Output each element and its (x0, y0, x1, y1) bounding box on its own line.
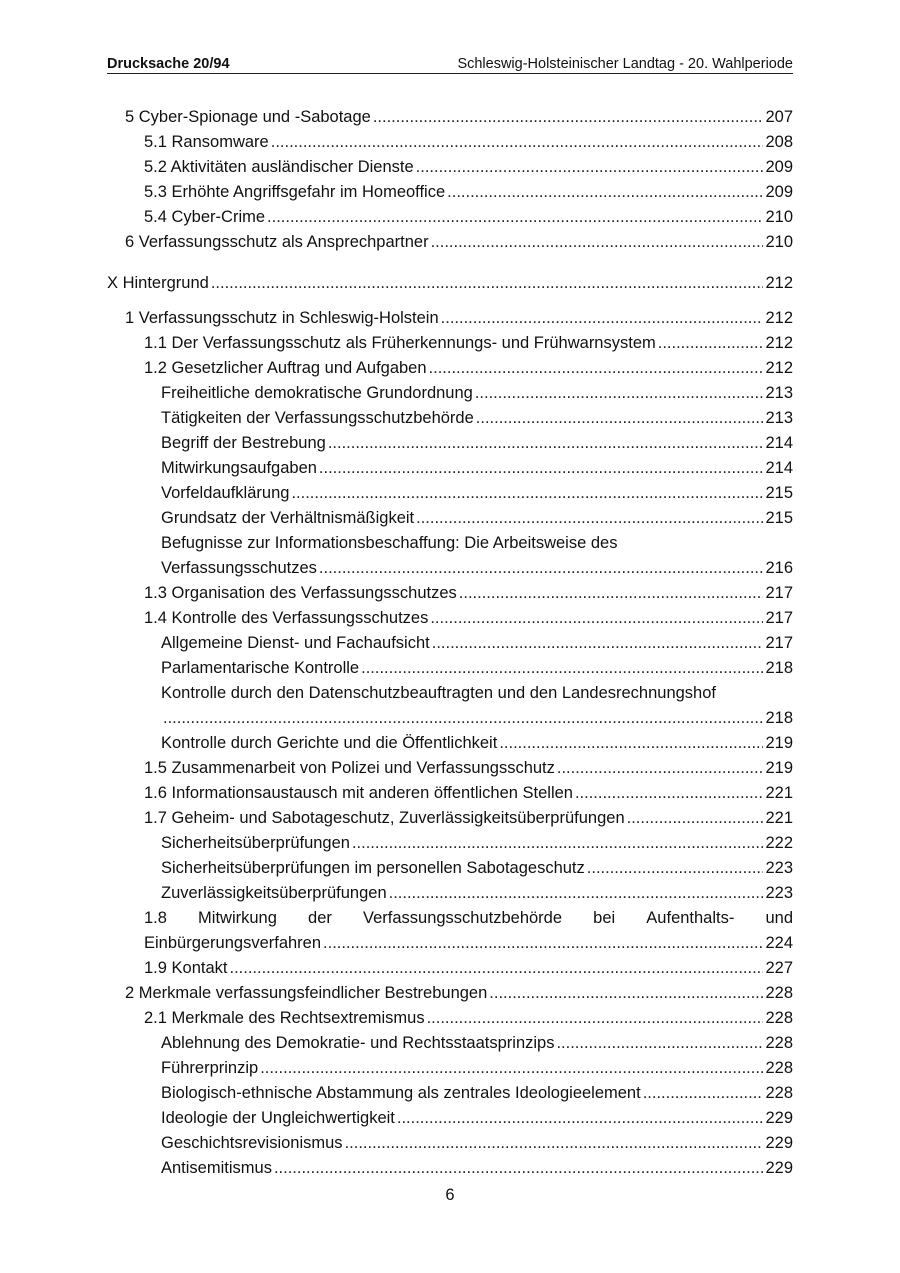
toc-entry-page: 212 (765, 359, 793, 377)
toc-entry-title: 5.1 Ransomware (144, 133, 269, 151)
toc-entry-page: 222 (765, 834, 793, 852)
toc-entry-title: Ideologie der Ungleichwertigkeit (161, 1109, 395, 1127)
toc-entry-title: 1.5 Zusammenarbeit von Polizei und Verfassungsschutz (144, 759, 555, 777)
toc-entry[interactable] (107, 531, 793, 556)
toc-leader (627, 806, 764, 831)
toc-entry[interactable] (107, 105, 793, 130)
toc-leader (319, 556, 764, 581)
toc-entry[interactable] (107, 931, 793, 956)
toc-entry-title: 5 Cyber-Spionage und -Sabotage (125, 108, 371, 126)
toc-leader (431, 230, 764, 255)
toc-entry-title: Grundsatz der Verhältnismäßigkeit (161, 509, 415, 527)
toc-entry-title: Sicherheitsüberprüfungen im personellen Sabotageschutz (161, 859, 585, 877)
toc-entry-title: Kontrolle durch den Datenschutzbeauftragten und den Landesrechnungshof (161, 684, 716, 702)
toc-entry-title: Führerprinzip (161, 1059, 259, 1077)
toc-entry-page: 228 (765, 1009, 793, 1027)
toc-entry-page: 218 (765, 709, 793, 727)
toc-entry[interactable] (107, 506, 793, 531)
toc-leader (373, 105, 764, 130)
toc-word: der (308, 909, 332, 927)
toc-entry-page: 215 (765, 484, 793, 502)
page-header (107, 55, 793, 74)
toc-entry-page: 223 (765, 859, 793, 877)
toc-entry-title: Geschichtsrevisionismus (161, 1134, 343, 1152)
toc-entry-title: Befugnisse zur Informationsbeschaffung: Die Arbeitsweise des (161, 534, 618, 552)
toc-entry-title: Ablehnung des Demokratie- und Rechtsstaatsprinzips (161, 1034, 555, 1052)
header-title: Schleswig-Holsteinischer Landtag - 20. Wahlperiode (457, 56, 793, 72)
toc-entry-page: 214 (765, 434, 793, 452)
toc-entry-title: Freiheitliche demokratische Grundordnung (161, 384, 473, 402)
toc-entry[interactable] (107, 606, 793, 631)
toc-leader (319, 456, 764, 481)
toc-entry[interactable] (107, 581, 793, 606)
toc-entry-title: Vorfeldaufklärung (161, 484, 290, 502)
toc-leader (427, 1006, 764, 1031)
toc-entry-title: Antisemitismus (161, 1159, 272, 1177)
toc-leader (416, 506, 763, 531)
toc-word: Mitwirkung (198, 909, 277, 927)
toc-entry-title: 5.2 Aktivitäten ausländischer Dienste (144, 158, 414, 176)
toc-entry-page: 213 (765, 409, 793, 427)
toc-leader (163, 706, 763, 731)
toc-entry[interactable] (107, 856, 793, 881)
toc-entry-title: 2.1 Merkmale des Rechtsextremismus (144, 1009, 425, 1027)
toc-leader (229, 956, 763, 981)
toc-entry[interactable] (107, 381, 793, 406)
toc-entry-title: 1.2 Gesetzlicher Auftrag und Aufgaben (144, 359, 427, 377)
toc-leader (291, 481, 763, 506)
toc-entry[interactable] (107, 906, 793, 931)
toc-entry-title: 5.3 Erhöhte Angriffsgefahr im Homeoffice (144, 183, 446, 201)
toc-entry-page: 217 (765, 609, 793, 627)
document-number: Drucksache 20/94 (107, 56, 230, 72)
toc-entry-page: 208 (765, 133, 793, 151)
toc-word: 1.8 (144, 909, 167, 927)
toc-leader (389, 881, 764, 906)
toc-entry[interactable] (107, 956, 793, 981)
toc-entry[interactable] (107, 1006, 793, 1031)
toc-entry-title: Begriff der Bestrebung (161, 434, 326, 452)
toc-entry-title: Kontrolle durch Gerichte und die Öffentlichkeit (161, 734, 498, 752)
toc-entry-page: 228 (765, 984, 793, 1002)
toc-entry[interactable] (107, 1106, 793, 1131)
toc-entry[interactable] (107, 881, 793, 906)
toc-entry-page: 228 (765, 1059, 793, 1077)
toc-entry-page: 223 (765, 884, 793, 902)
toc-entry-title: 1.9 Kontakt (144, 959, 228, 977)
toc-entry-title: Sicherheitsüberprüfungen (161, 834, 350, 852)
toc-entry-page: 210 (765, 233, 793, 251)
toc-leader (447, 180, 763, 205)
toc-entry-title-justified (144, 906, 793, 931)
toc-leader (441, 306, 764, 331)
toc-leader (397, 1106, 764, 1131)
toc-leader (345, 1131, 764, 1156)
toc-entry-page: 229 (765, 1159, 793, 1177)
toc-leader (556, 1031, 763, 1056)
toc-entry-title: 2 Merkmale verfassungsfeindlicher Bestrebungen (125, 984, 488, 1002)
toc-entry-title: 5.4 Cyber-Crime (144, 208, 266, 226)
toc-word: und (765, 909, 793, 927)
toc-entry-page: 229 (765, 1109, 793, 1127)
toc-entry-title: Parlamentarische Kontrolle (161, 659, 360, 677)
toc-entry-page: 212 (765, 334, 793, 352)
toc-entry-title: Zuverlässigkeitsüberprüfungen (161, 884, 387, 902)
toc-entry-title: 1.4 Kontrolle des Verfassungsschutzes (144, 609, 429, 627)
toc-entry-title: 6 Verfassungsschutz als Ansprechpartner (125, 233, 429, 251)
toc-entry-title: Allgemeine Dienst- und Fachaufsicht (161, 634, 430, 652)
toc-entry-page: 219 (765, 759, 793, 777)
toc-entry[interactable] (107, 230, 793, 255)
toc-entry-page: 216 (765, 559, 793, 577)
toc-entry-title: Mitwirkungsaufgaben (161, 459, 317, 477)
toc-entry-title: X Hintergrund (107, 274, 209, 292)
toc-entry[interactable] (107, 155, 793, 180)
toc-entry-title: Biologisch-ethnische Abstammung als zentrales Ideologieelement (161, 1084, 641, 1102)
toc-word: bei (593, 909, 616, 927)
toc-entry-page: 218 (765, 659, 793, 677)
toc-leader (459, 581, 764, 606)
toc-entry-page: 210 (765, 208, 793, 226)
toc-leader (416, 155, 764, 180)
toc-leader (658, 331, 764, 356)
toc-leader (489, 981, 763, 1006)
toc-leader (211, 271, 764, 296)
toc-entry[interactable] (107, 631, 793, 656)
toc-entry[interactable] (107, 731, 793, 756)
toc-entry-title: 1.3 Organisation des Verfassungsschutzes (144, 584, 457, 602)
toc-entry[interactable] (107, 356, 793, 381)
toc-entry[interactable] (107, 656, 793, 681)
toc-leader (475, 381, 764, 406)
toc-entry[interactable] (107, 981, 793, 1006)
toc-leader (352, 831, 764, 856)
toc-leader (429, 356, 764, 381)
toc-entry[interactable] (107, 406, 793, 431)
toc-leader (432, 631, 764, 656)
toc-entry[interactable] (107, 205, 793, 230)
toc-entry-page: 221 (765, 809, 793, 827)
toc-entry-page: 229 (765, 1134, 793, 1152)
toc-leader (267, 205, 763, 230)
toc-entry-page: 215 (765, 509, 793, 527)
toc-entry-page: 212 (765, 309, 793, 327)
toc-entry-page: 224 (765, 934, 793, 952)
toc-entry-title: 1 Verfassungsschutz in Schleswig-Holstein (125, 309, 439, 327)
toc-entry-page: 217 (765, 634, 793, 652)
toc-entry[interactable] (107, 130, 793, 155)
toc-entry-title: Verfassungsschutzes (161, 559, 317, 577)
toc-leader (430, 606, 763, 631)
toc-entry-page: 221 (765, 784, 793, 802)
toc-entry[interactable] (107, 180, 793, 205)
page-number: 6 (445, 1186, 455, 1204)
toc-entry-title: 1.1 Der Verfassungsschutz als Früherkennungs- und Frühwarnsystem (144, 334, 656, 352)
toc-entry[interactable] (107, 456, 793, 481)
toc-entry-page: 209 (765, 158, 793, 176)
toc-entry[interactable] (107, 271, 793, 296)
toc-entry[interactable] (107, 756, 793, 781)
toc-entry[interactable] (107, 1031, 793, 1056)
toc-entry-page: 228 (765, 1034, 793, 1052)
toc-entry-page: 219 (765, 734, 793, 752)
toc-entry-page: 227 (765, 959, 793, 977)
toc-entry[interactable] (107, 1156, 793, 1181)
toc-leader (328, 431, 764, 456)
toc-leader (557, 756, 764, 781)
toc-entry[interactable] (107, 781, 793, 806)
toc-entry[interactable] (107, 1131, 793, 1156)
toc-leader (575, 781, 764, 806)
toc-entry-page: 214 (765, 459, 793, 477)
toc-entry-page: 213 (765, 384, 793, 402)
toc-entry[interactable] (107, 556, 793, 581)
toc-entry-title: 1.7 Geheim- und Sabotageschutz, Zuverlässigkeitsüberprüfungen (144, 809, 625, 827)
toc-entry-page: 212 (765, 274, 793, 292)
toc-entry[interactable] (107, 681, 793, 706)
toc-entry[interactable] (107, 481, 793, 506)
toc-leader (476, 406, 764, 431)
toc-entry-page: 209 (765, 183, 793, 201)
toc-entry-title: Tätigkeiten der Verfassungsschutzbehörde (161, 409, 474, 427)
toc-leader (323, 931, 763, 956)
toc-entry[interactable] (107, 1081, 793, 1106)
toc-leader (587, 856, 764, 881)
toc-leader (271, 130, 764, 155)
toc-entry[interactable] (107, 1056, 793, 1081)
toc-leader (260, 1056, 763, 1081)
toc-entry[interactable] (107, 706, 793, 731)
toc-word: Aufenthalts- (646, 909, 735, 927)
toc-entry-title: 1.6 Informationsaustausch mit anderen öffentlichen Stellen (144, 784, 573, 802)
toc-leader (643, 1081, 764, 1106)
toc-entry[interactable] (107, 331, 793, 356)
toc-entry-page: 228 (765, 1084, 793, 1102)
toc-entry-page: 207 (765, 108, 793, 126)
toc-entry[interactable] (107, 306, 793, 331)
toc-entry[interactable] (107, 806, 793, 831)
toc-entry[interactable] (107, 831, 793, 856)
toc-leader (499, 731, 763, 756)
toc-leader (274, 1156, 764, 1181)
toc-leader (361, 656, 763, 681)
toc-word: Verfassungsschutzbehörde (362, 909, 563, 927)
toc-entry-page: 217 (765, 584, 793, 602)
toc-entry-title: Einbürgerungsverfahren (144, 934, 322, 952)
toc-entry[interactable] (107, 431, 793, 456)
